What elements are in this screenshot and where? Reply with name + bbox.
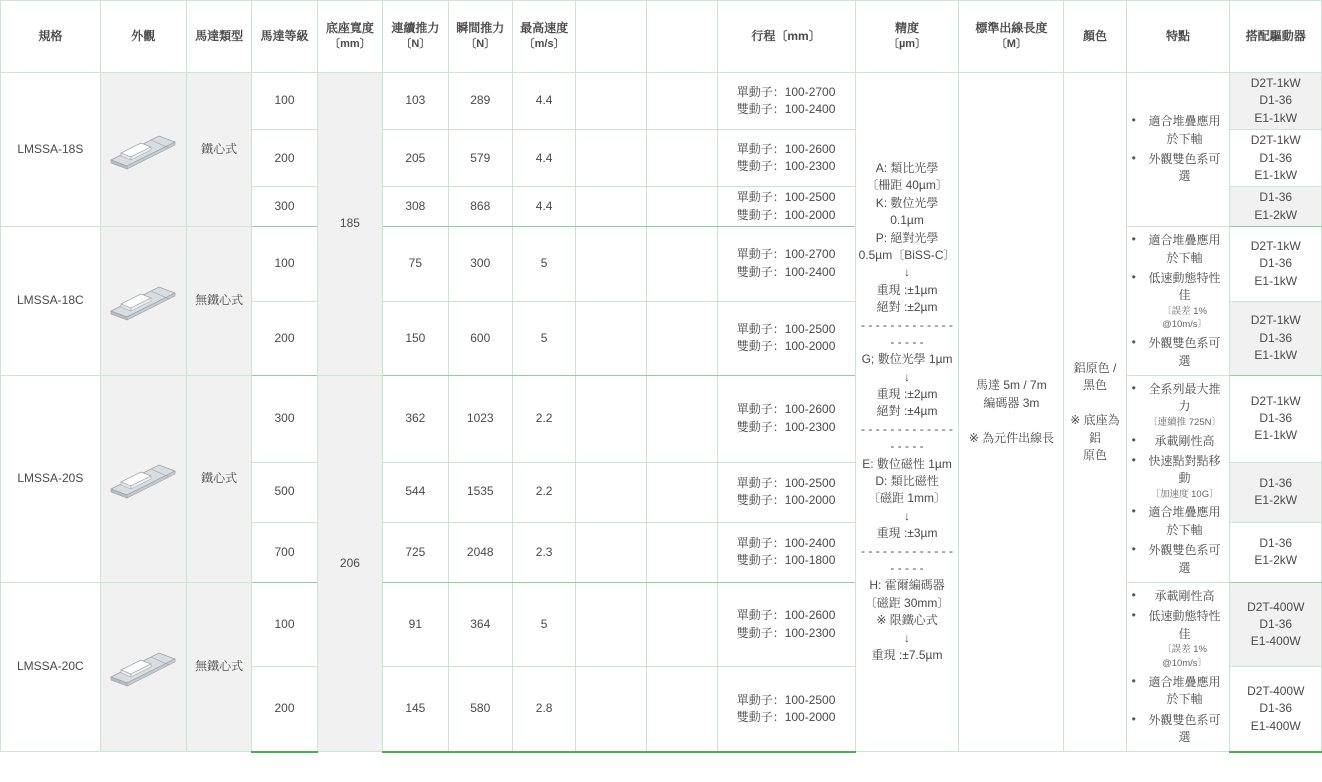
motor-grade: 700: [252, 522, 317, 582]
peak-force: 579: [448, 130, 512, 187]
linear-stage-illustration: [107, 279, 179, 323]
motor-grade: 200: [252, 301, 317, 375]
header-features: 特點: [1126, 1, 1230, 73]
feature-item: • 適合堆疊應用於下軸: [1143, 674, 1227, 709]
driver-cell: D2T-400W D1-36 E1-400W: [1230, 667, 1322, 752]
appearance-cell: [100, 583, 186, 752]
peak-force: 580: [448, 667, 512, 752]
header-motor-type: 馬達類型: [186, 1, 251, 73]
stroke-range: 單動子：100-2600 雙動子：100-2300: [717, 583, 855, 667]
motor-grade: 100: [252, 73, 317, 130]
feature-item: • 外觀雙色系可選: [1143, 712, 1227, 747]
stroke-range: 單動子：100-2400 雙動子：100-1800: [717, 522, 855, 582]
linear-stage-illustration: [107, 128, 179, 172]
appearance-cell: [100, 376, 186, 583]
blank-cell-1: [576, 462, 647, 522]
blank-cell-1: [576, 187, 647, 227]
appearance-cell: [100, 227, 186, 376]
blank-cell-1: [576, 130, 647, 187]
motor-type: 無鐵心式: [186, 583, 251, 752]
accuracy-info: A: 類比光學 〔柵距 40µm〕 K: 數位光學 0.1µm P: 絕對光學 0.5µm〔BiSS-C〕 ↓ 重現 :±1µm 絕對 :±2µm - - - - - - - - - - - - - - - - - - G; 數位光學 1µm ↓ 重現 :±2µm 絕對 :±4µm - - - - - - - - - - - - - - - - - - E: 數位磁性 1µm D: 類比磁性 〔磁距 1mm〕 ↓ 重現 :±3µm - - - - - - - - - - - - - - - - - - H: 霍爾編碼器 〔磁距 30mm〕 ※ 限鐵心式 ↓ 重現 :±7.5µm: [855, 73, 959, 752]
feature-item: • 適合堆疊應用於下軸: [1143, 232, 1227, 267]
driver-cell: D2T-1kW D1-36 E1-1kW: [1230, 73, 1322, 130]
model-name: LMSSA-20S: [1, 376, 101, 583]
blank-cell-2: [646, 583, 717, 667]
driver-cell: D1-36 E1-2kW: [1230, 522, 1322, 582]
header-driver: 搭配驅動器: [1230, 1, 1322, 73]
blank-cell-1: [576, 376, 647, 463]
header-stroke: 行程〔mm〕: [717, 1, 855, 73]
feature-item: • 外觀雙色系可選: [1143, 151, 1227, 186]
model-name: LMSSA-18C: [1, 227, 101, 376]
peak-force: 600: [448, 301, 512, 375]
table-header-row: [1, 1, 1322, 73]
header-spec: 規格: [1, 1, 101, 73]
blank-cell-1: [576, 667, 647, 752]
feature-item: • 外觀雙色系可選: [1143, 542, 1227, 577]
stroke-range: 單動子：100-2600 雙動子：100-2300: [717, 130, 855, 187]
motor-grade: 300: [252, 376, 317, 463]
driver-cell: D2T-400W D1-36 E1-400W: [1230, 583, 1322, 667]
header-continuous-force: 連續推力 〔N〕: [383, 1, 448, 73]
feature-item: • 快速點對點移動 〔加速度 10G〕: [1143, 453, 1227, 502]
feature-item: • 外觀雙色系可選: [1143, 335, 1227, 370]
continuous-force: 308: [383, 187, 448, 227]
motor-type: 鐵心式: [186, 73, 251, 227]
features-cell: [1126, 227, 1230, 376]
feature-item: • 低速動態特性佳 〔誤差 1% @10m/s〕: [1143, 608, 1227, 670]
stroke-range: 單動子：100-2500 雙動子：100-2000: [717, 462, 855, 522]
continuous-force: 150: [383, 301, 448, 375]
header-blank-1: [576, 1, 647, 73]
stroke-range: 單動子：100-2600 雙動子：100-2300: [717, 376, 855, 463]
driver-cell: D2T-1kW D1-36 E1-1kW: [1230, 301, 1322, 375]
table-row: [1, 73, 1322, 130]
motor-grade: 100: [252, 583, 317, 667]
table-body: [1, 73, 1322, 752]
driver-cell: D2T-1kW D1-36 E1-1kW: [1230, 376, 1322, 463]
base-width: 206: [317, 376, 382, 752]
driver-cell: D1-36 E1-2kW: [1230, 187, 1322, 227]
motor-grade: 500: [252, 462, 317, 522]
peak-force: 1023: [448, 376, 512, 463]
base-width: 185: [317, 73, 382, 376]
features-cell: [1126, 73, 1230, 227]
feature-item: • 適合堆疊應用於下軸: [1143, 504, 1227, 539]
max-speed: 2.2: [512, 462, 575, 522]
cable-length-info: 馬達 5m / 7m 編碼器 3m ※ 為元件出線長: [959, 73, 1064, 752]
blank-cell-2: [646, 462, 717, 522]
header-cable-length: 標準出線長度 〔M〕: [959, 1, 1064, 73]
stroke-range: 單動子：100-2700 雙動子：100-2400: [717, 73, 855, 130]
max-speed: 5: [512, 227, 575, 301]
peak-force: 868: [448, 187, 512, 227]
continuous-force: 205: [383, 130, 448, 187]
blank-cell-1: [576, 583, 647, 667]
continuous-force: 725: [383, 522, 448, 582]
header-accuracy: 精度 〔µm〕: [855, 1, 959, 73]
header-color: 顏色: [1064, 1, 1126, 73]
peak-force: 364: [448, 583, 512, 667]
feature-item: • 承載剛性高: [1143, 433, 1227, 450]
feature-item: • 全系列最大推力 〔連續推 725N〕: [1143, 381, 1227, 430]
blank-cell-2: [646, 301, 717, 375]
motor-grade: 200: [252, 667, 317, 752]
stroke-range: 單動子：100-2500 雙動子：100-2000: [717, 301, 855, 375]
stroke-range: 單動子：100-2500 雙動子：100-2000: [717, 187, 855, 227]
max-speed: 2.8: [512, 667, 575, 752]
header-base-width: 底座寬度 〔mm〕: [317, 1, 382, 73]
linear-stage-illustration: [107, 645, 179, 689]
motor-grade: 200: [252, 130, 317, 187]
driver-cell: D1-36 E1-2kW: [1230, 462, 1322, 522]
appearance-cell: [100, 73, 186, 227]
feature-item: • 承載剛性高: [1143, 588, 1227, 605]
blank-cell-1: [576, 301, 647, 375]
peak-force: 300: [448, 227, 512, 301]
peak-force: 289: [448, 73, 512, 130]
stroke-range: 單動子：100-2700 雙動子：100-2400: [717, 227, 855, 301]
max-speed: 2.3: [512, 522, 575, 582]
motor-grade: 100: [252, 227, 317, 301]
max-speed: 5: [512, 301, 575, 375]
peak-force: 1535: [448, 462, 512, 522]
features-cell: [1126, 376, 1230, 583]
header-max-speed: 最高速度 〔m/s〕: [512, 1, 575, 73]
linear-stage-illustration: [107, 457, 179, 501]
stroke-range: 單動子：100-2500 雙動子：100-2000: [717, 667, 855, 752]
driver-cell: D2T-1kW D1-36 E1-1kW: [1230, 130, 1322, 187]
header-motor-grade: 馬達等級: [252, 1, 317, 73]
continuous-force: 91: [383, 583, 448, 667]
blank-cell-2: [646, 227, 717, 301]
motor-type: 無鐵心式: [186, 227, 251, 376]
blank-cell-2: [646, 376, 717, 463]
continuous-force: 544: [383, 462, 448, 522]
driver-cell: D2T-1kW D1-36 E1-1kW: [1230, 227, 1322, 301]
header-blank-2: [646, 1, 717, 73]
blank-cell-1: [576, 522, 647, 582]
blank-cell-2: [646, 522, 717, 582]
motor-grade: 300: [252, 187, 317, 227]
continuous-force: 75: [383, 227, 448, 301]
max-speed: 5: [512, 583, 575, 667]
blank-cell-2: [646, 73, 717, 130]
blank-cell-2: [646, 130, 717, 187]
max-speed: 4.4: [512, 73, 575, 130]
feature-item: • 低速動態特性佳 〔誤差 1% @10m/s〕: [1143, 270, 1227, 332]
model-name: LMSSA-18S: [1, 73, 101, 227]
feature-item: • 適合堆疊應用於下軸: [1143, 113, 1227, 148]
model-name: LMSSA-20C: [1, 583, 101, 752]
continuous-force: 103: [383, 73, 448, 130]
header-appearance: 外觀: [100, 1, 186, 73]
max-speed: 2.2: [512, 376, 575, 463]
motor-type: 鐵心式: [186, 376, 251, 583]
max-speed: 4.4: [512, 130, 575, 187]
blank-cell-1: [576, 73, 647, 130]
blank-cell-2: [646, 667, 717, 752]
peak-force: 2048: [448, 522, 512, 582]
blank-cell-2: [646, 187, 717, 227]
color-info: 鋁原色 / 黑色 ※ 底座為鋁 原色: [1064, 73, 1126, 752]
header-peak-force: 瞬間推力 〔N〕: [448, 1, 512, 73]
continuous-force: 145: [383, 667, 448, 752]
features-cell: [1126, 583, 1230, 752]
max-speed: 4.4: [512, 187, 575, 227]
continuous-force: 362: [383, 376, 448, 463]
blank-cell-1: [576, 227, 647, 301]
